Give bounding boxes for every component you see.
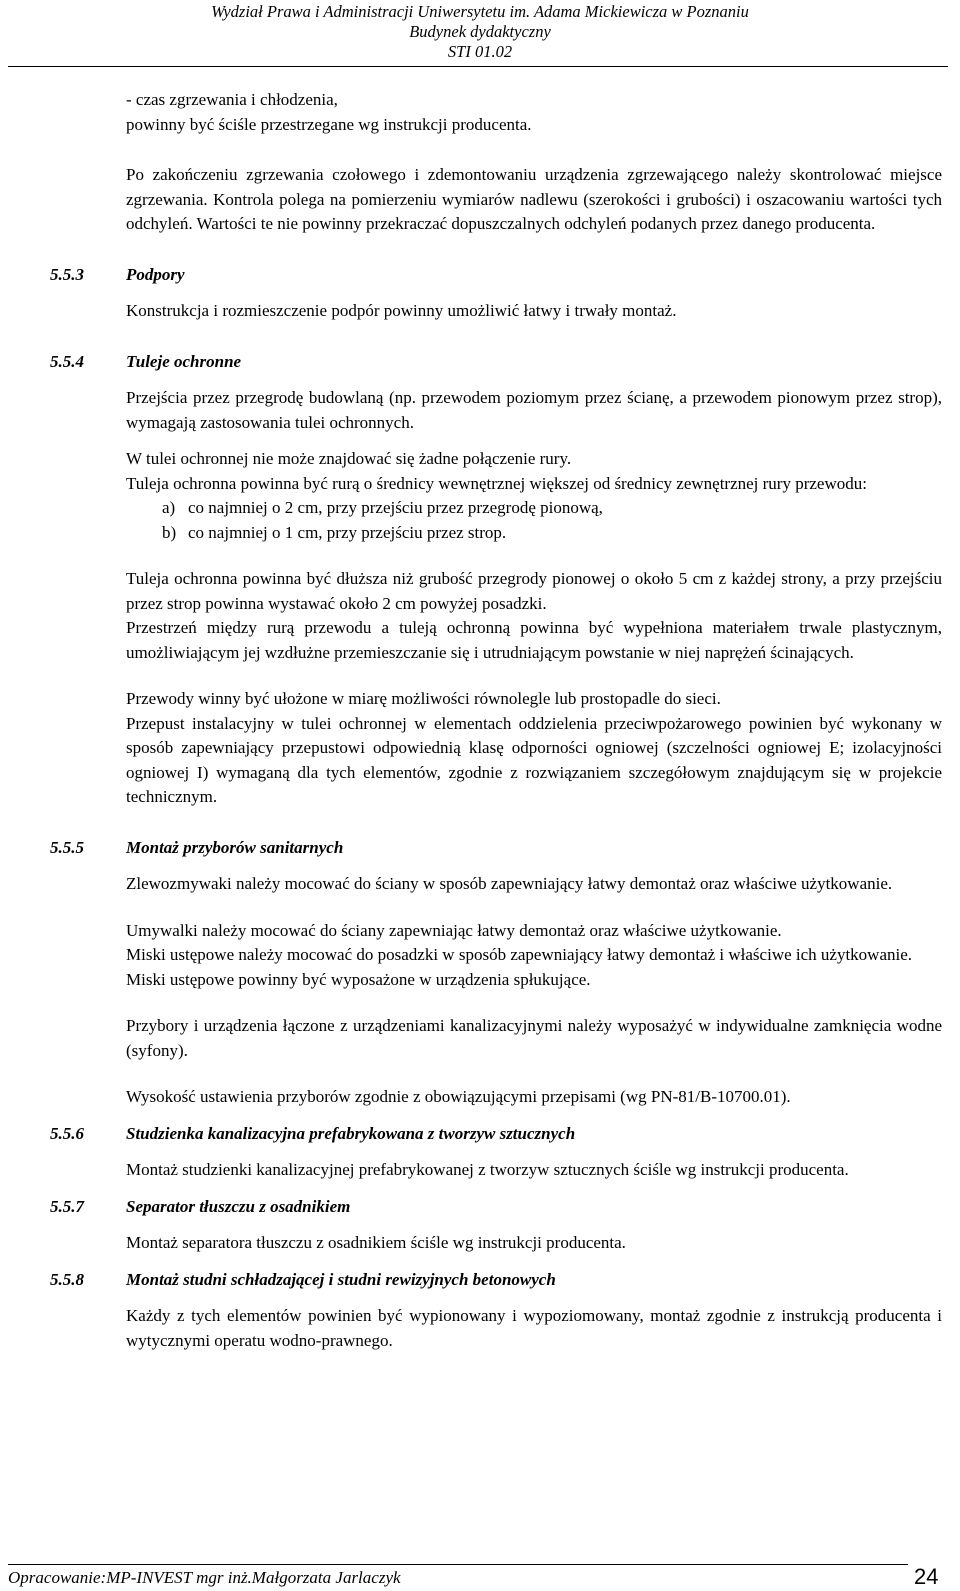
footer-rule [8, 1564, 908, 1565]
section-title: Separator tłuszczu z osadnikiem [126, 1196, 351, 1216]
section-title: Montaż przyborów sanitarnych [126, 837, 344, 857]
section-heading-5-5-7 [50, 1195, 960, 1220]
paragraph: Zlewozmywaki należy mocować do ściany w sposób zapewniający łatwy demontaż oraz właściwe użytkowanie. [126, 874, 893, 893]
document-body [0, 88, 960, 1353]
paragraph: Miski ustępowe powinny być wyposażone w urządzenia spłukujące. [126, 969, 591, 989]
page-header [0, 2, 960, 62]
section-heading-5-5-8 [50, 1268, 960, 1293]
dash-list-item: - czas zgrzewania i chłodzenia, [126, 90, 338, 109]
paragraph: Każdy z tych elementów powinien być wypionowany i wypoziomowany, montaż zgodnie z instrukcją producenta i wytycznymi operatu wodno-prawnego. [126, 1306, 942, 1350]
paragraph: Przepust instalacyjny w tulei ochronnej w elementach oddzielenia przeciwpożarowego powinien być wykonany w sposób zapewniający przepustowi odpowiednią klasę odporności ogniowej (szczelności ogniowej E; izolacyjności ogniowej I) wymaganą dla tych elementów, zgodnie z rozwiązaniem szczegółowym znajdującym się w projekcie technicznym. [126, 713, 942, 806]
section-heading-5-5-4 [50, 350, 960, 375]
header-building: Budynek dydaktyczny [409, 22, 551, 41]
paragraph: Przybory i urządzenia łączone z urządzeniami kanalizacyjnymi należy wyposażyć w indywidualne zamknięcia wodne (syfony). [126, 1016, 942, 1060]
section-heading-5-5-6 [50, 1122, 960, 1147]
section-body-5-5-3 [126, 299, 942, 324]
paragraph: Miski ustępowe należy mocować do posadzki w sposób zapewniający łatwy demontaż i właściwe ich użytkowanie. [126, 945, 913, 964]
section-number: 5.5.5 [50, 837, 84, 857]
section-title: Studzienka kanalizacyjna prefabrykowana z tworzyw sztucznych [126, 1123, 576, 1143]
dash-continuation: powinny być ściśle przestrzegane wg instrukcji producenta. [126, 114, 532, 134]
paragraph: Tuleja ochronna powinna być rurą o średnicy wewnętrznej większej od średnicy zewnętrznej rury przewodu: [126, 473, 867, 493]
paragraph: W tulei ochronnej nie może znajdować się żadne połączenie rury. [126, 449, 572, 468]
paragraph: Konstrukcja i rozmieszczenie podpór powinny umożliwić łatwy i trwały montaż. [126, 301, 677, 320]
section-title: Montaż studni schładzającej i studni rewizyjnych betonowych [126, 1269, 556, 1289]
paragraph: Przestrzeń między rurą przewodu a tuleją ochronną powinna być wypełniona materiałem trwale plastycznym, umożliwiającym jej wzdłużne przemieszczanie się i utrudniającym powstanie w niej naprężeń ścinających. [126, 618, 942, 662]
list-marker: a) [162, 498, 176, 517]
page-number: 24 [914, 1564, 939, 1589]
section-body-5-5-6 [126, 1158, 942, 1183]
footer-author: Opracowanie:MP-INVEST mgr inż.Małgorzata Jarlaczyk [8, 1568, 401, 1587]
paragraph: Montaż separatora tłuszczu z osadnikiem ściśle wg instrukcji producenta. [126, 1233, 626, 1252]
section-number: 5.5.4 [50, 351, 84, 371]
section-title: Podpory [126, 264, 185, 284]
header-code: STI 01.02 [447, 42, 513, 61]
section-number: 5.5.8 [50, 1269, 84, 1289]
section-number: 5.5.7 [50, 1196, 84, 1216]
section-heading-5-5-5 [50, 836, 960, 861]
section-number: 5.5.3 [50, 264, 84, 284]
section-body-5-5-4 [126, 386, 942, 810]
paragraph: Tuleja ochronna powinna być dłuższa niż grubość przegrody pionowej o około 5 cm z każdej strony, a przy przejściu przez strop powinna wystawać około 2 cm powyżej posadzki. [126, 569, 942, 613]
header-institution: Wydział Prawa i Administracji Uniwersytetu im. Adama Mickiewicza w Poznaniu [211, 2, 749, 21]
list-marker: b) [162, 522, 177, 542]
section-body-5-5-7 [126, 1231, 942, 1256]
list-item [126, 521, 942, 546]
section-body-5-5-5 [126, 872, 942, 1110]
paragraph: Umywalki należy mocować do ściany zapewniając łatwy demontaż oraz właściwe użytkowanie. [126, 920, 782, 940]
paragraph: Przewody winny być ułożone w miarę możliwości równolegle lub prostopadle do sieci. [126, 689, 721, 708]
section-number: 5.5.6 [50, 1123, 84, 1143]
paragraph: Montaż studzienki kanalizacyjnej prefabrykowanej z tworzyw sztucznych ściśle wg instrukcji producenta. [126, 1160, 849, 1179]
header-rule [8, 66, 948, 67]
section-title: Tuleje ochronne [126, 351, 242, 371]
list-item-text: co najmniej o 2 cm, przy przejściu przez przegrodę pionową, [188, 498, 603, 517]
list-item [126, 496, 942, 521]
paragraph: Po zakończeniu zgrzewania czołowego i zdemontowaniu urządzenia zgrzewającego należy skontrolować miejsce zgrzewania. Kontrola polega na pomierzeniu wymiarów nadlewu (szerokości i grubości) i oszacowaniu wartości tych odchyleń. Wartości te nie powinny przekraczać dopuszczalnych odchyleń podanych przez danego producenta. [126, 165, 942, 233]
section-heading-5-5-3 [50, 263, 960, 288]
paragraph: Przejścia przez przegrodę budowlaną (np. przewodem poziomym przez ścianę, a przewodem pionowym przez strop), wymagają zastosowania tulei ochronnych. [126, 388, 942, 432]
list-item-text: co najmniej o 1 cm, przy przejściu przez strop. [188, 522, 507, 542]
section-body-5-5-8 [126, 1304, 942, 1353]
paragraph: Wysokość ustawienia przyborów zgodnie z obowiązującymi przepisami (wg PN-81/B-10700.01). [126, 1087, 791, 1106]
intro-block [126, 88, 942, 237]
